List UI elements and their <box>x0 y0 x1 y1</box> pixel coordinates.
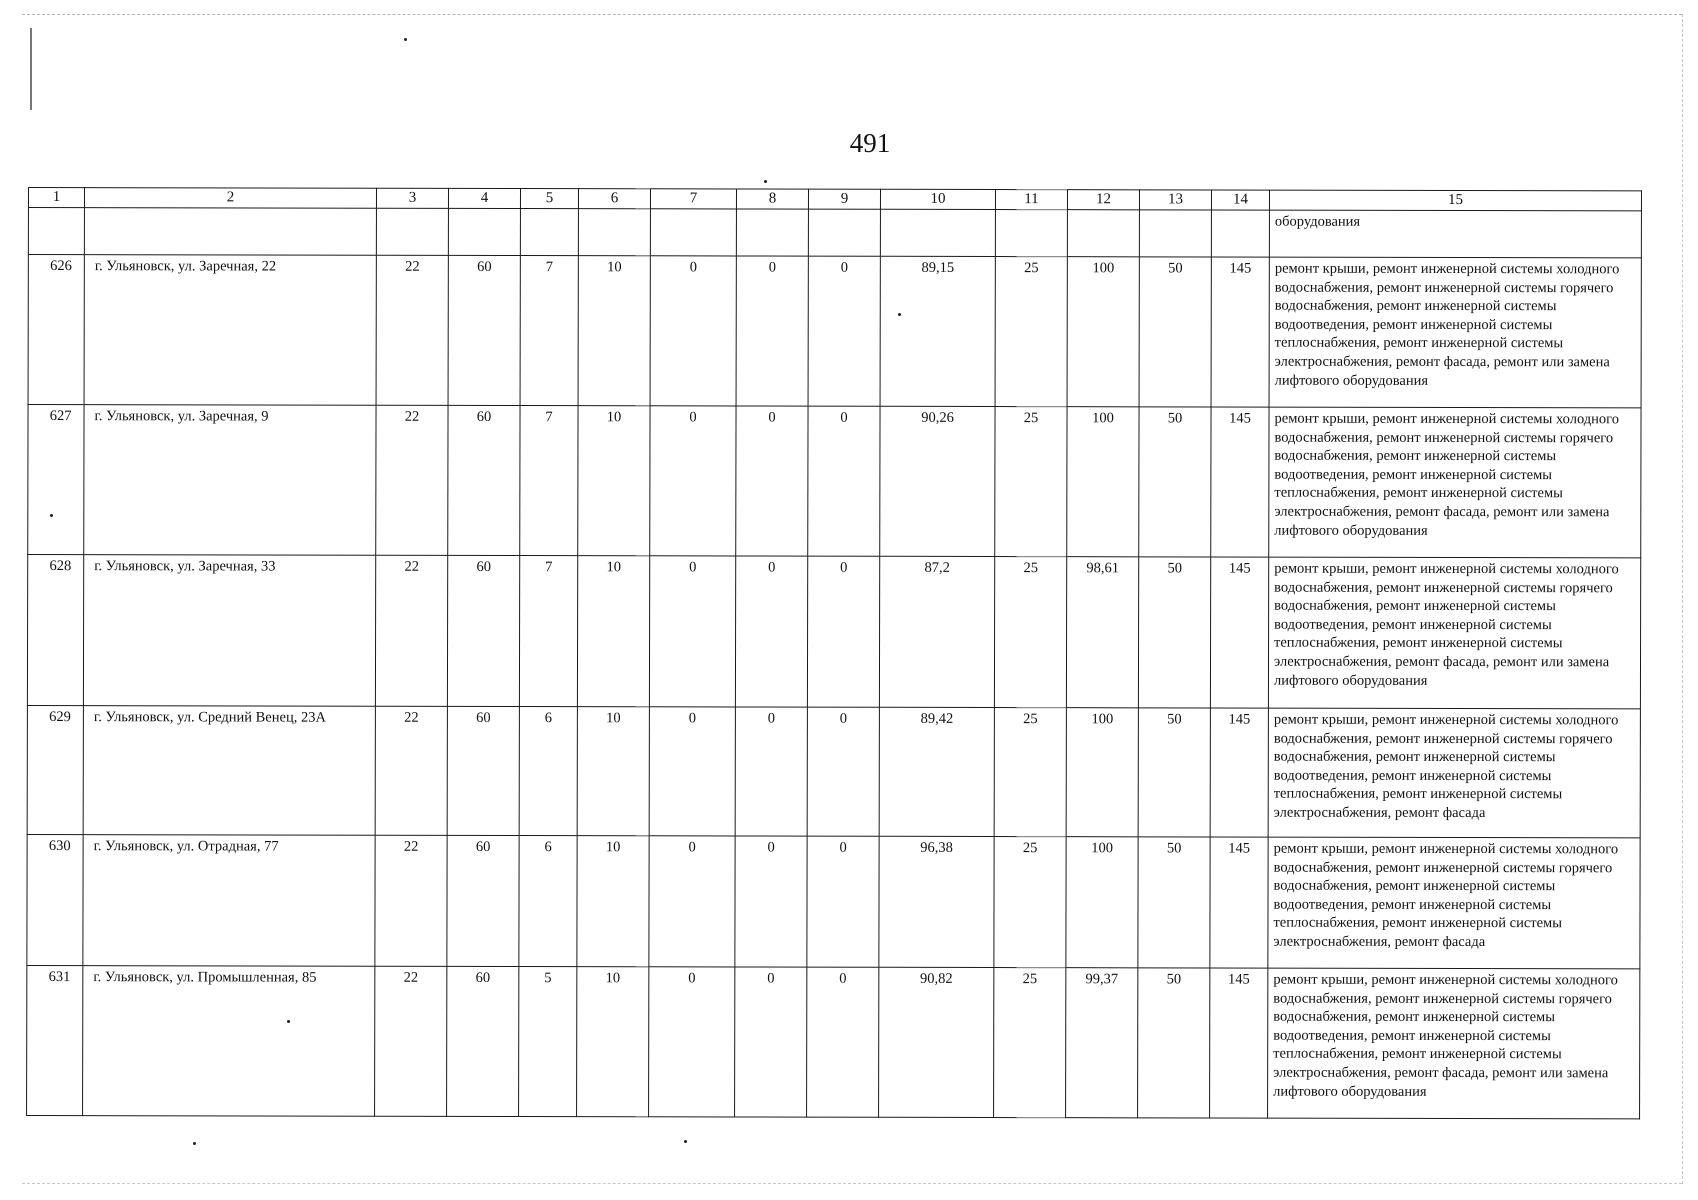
column-number: 9 <box>808 189 880 209</box>
col13-cell: 50 <box>1138 708 1210 837</box>
col11-cell: 25 <box>994 968 1066 1118</box>
works-cell: ремонт крыши, ремонт инженерной системы холодного водоснабжения, ремонт инженерной системы горячего водоснабжения, ремонт инженерной системы водоотведения, ремонт инженерной системы теплоснабжения, ремонт инженерной системы электроснабжения, ремонт фасада, ремонт или замена лифтового оборудования <box>1268 968 1640 1119</box>
col14-cell: 145 <box>1211 407 1269 557</box>
column-number: 3 <box>376 188 448 208</box>
col12-cell: 100 <box>1066 708 1138 837</box>
row-number-cell: 631 <box>27 965 83 1115</box>
col6-cell: 10 <box>577 967 649 1117</box>
row-number-cell: 629 <box>27 705 83 834</box>
scan-speck <box>404 38 407 41</box>
table-cell <box>1067 210 1139 257</box>
col10-cell: 96,38 <box>879 836 994 967</box>
col12-cell: 100 <box>1067 407 1139 557</box>
works-cell: ремонт крыши, ремонт инженерной системы холодного водоснабжения, ремонт инженерной системы горячего водоснабжения, ремонт инженерной системы водоотведения, ремонт инженерной системы теплоснабжения, ремонт инженерной системы электроснабжения, ремонт фасада, ремонт или замена лифтового оборудования <box>1268 557 1640 709</box>
col14-cell: 145 <box>1211 257 1269 407</box>
col5-cell: 6 <box>519 836 577 967</box>
col11-cell: 25 <box>995 257 1067 407</box>
table-row <box>27 965 1640 1118</box>
col5-cell: 5 <box>519 967 577 1117</box>
col6-cell: 10 <box>578 256 650 406</box>
col3-cell: 22 <box>375 835 447 966</box>
col3-cell: 22 <box>376 255 448 405</box>
col11-cell: 25 <box>994 837 1066 968</box>
table-cell <box>376 208 448 255</box>
col13-cell: 50 <box>1138 837 1210 968</box>
page-number: 491 <box>849 128 891 158</box>
works-cell: ремонт крыши, ремонт инженерной системы холодного водоснабжения, ремонт инженерной системы горячего водоснабжения, ремонт инженерной системы водоотведения, ремонт инженерной системы теплоснабжения, ремонт инженерной системы электроснабжения, ремонт фасада <box>1268 708 1640 838</box>
col12-cell: 100 <box>1067 257 1139 407</box>
col9-cell: 0 <box>807 967 879 1117</box>
col8-cell: 0 <box>736 406 808 556</box>
table-row <box>27 555 1640 709</box>
col7-cell: 0 <box>650 406 736 556</box>
col11-cell: 25 <box>995 407 1067 557</box>
col5-cell: 6 <box>519 707 577 836</box>
col7-cell: 0 <box>649 967 735 1117</box>
row-number-cell: 628 <box>27 555 83 706</box>
col7-cell: 0 <box>649 707 735 836</box>
works-cell: ремонт крыши, ремонт инженерной системы холодного водоснабжения, ремонт инженерной системы горячего водоснабжения, ремонт инженерной системы водоотведения, ремонт инженерной системы теплоснабжения, ремонт инженерной системы электроснабжения, ремонт фасада, ремонт или замена лифтового оборудования <box>1269 257 1641 408</box>
col7-cell: 0 <box>650 256 736 406</box>
col9-cell: 0 <box>807 707 879 836</box>
col13-cell: 50 <box>1138 557 1210 708</box>
scan-edge-left <box>30 28 32 110</box>
table-cell <box>448 208 520 255</box>
col12-cell: 99,37 <box>1066 968 1138 1118</box>
works-cell: ремонт крыши, ремонт инженерной системы холодного водоснабжения, ремонт инженерной системы горячего водоснабжения, ремонт инженерной системы водоотведения, ремонт инженерной системы теплоснабжения, ремонт инженерной системы электроснабжения, ремонт фасада, ремонт или замена лифтового оборудования <box>1269 407 1641 558</box>
table-cell <box>578 209 650 256</box>
col8-cell: 0 <box>736 256 808 406</box>
col12-cell: 100 <box>1066 837 1138 968</box>
col6-cell: 10 <box>577 556 649 707</box>
column-number: 4 <box>448 188 520 208</box>
row-number-cell: 627 <box>28 405 84 555</box>
col4-cell: 60 <box>447 706 519 835</box>
scan-speck <box>684 1140 687 1143</box>
col3-cell: 22 <box>375 966 447 1116</box>
column-number: 13 <box>1139 190 1211 210</box>
column-number: 2 <box>84 188 376 209</box>
col8-cell: 0 <box>735 836 807 967</box>
col6-cell: 10 <box>578 406 650 556</box>
col13-cell: 50 <box>1138 968 1210 1118</box>
table-cell <box>84 208 376 256</box>
col8-cell: 0 <box>735 556 807 707</box>
table-row <box>27 705 1640 837</box>
col7-cell: 0 <box>649 836 735 967</box>
table-cell <box>520 209 578 256</box>
col10-cell: 89,42 <box>879 707 994 836</box>
col4-cell: 60 <box>448 255 520 405</box>
col13-cell: 50 <box>1139 257 1211 407</box>
works-cell: ремонт крыши, ремонт инженерной системы холодного водоснабжения, ремонт инженерной системы горячего водоснабжения, ремонт инженерной системы водоотведения, ремонт инженерной системы теплоснабжения, ремонт инженерной системы электроснабжения, ремонт фасада <box>1268 837 1640 969</box>
col14-cell: 145 <box>1210 557 1268 708</box>
table-cell <box>1139 210 1211 257</box>
column-number: 6 <box>578 189 650 209</box>
table-cell <box>995 210 1067 257</box>
column-number: 11 <box>995 190 1067 210</box>
col3-cell: 22 <box>376 405 448 555</box>
col9-cell: 0 <box>808 256 880 406</box>
scan-edge-right <box>1682 14 1683 1184</box>
col5-cell: 7 <box>519 556 577 707</box>
column-number: 5 <box>520 189 578 209</box>
col7-cell: 0 <box>649 556 735 707</box>
works-cell: оборудования <box>1269 210 1641 258</box>
col12-cell: 98,61 <box>1066 557 1138 708</box>
address-cell: г. Ульяновск, ул. Средний Венец, 23А <box>83 706 375 836</box>
column-number: 12 <box>1067 190 1139 210</box>
address-cell: г. Ульяновск, ул. Заречная, 22 <box>84 255 376 406</box>
col10-cell: 90,82 <box>879 967 994 1117</box>
table-cell <box>1211 210 1269 257</box>
column-number: 14 <box>1211 190 1269 210</box>
continuation-row <box>28 208 1641 258</box>
column-number: 7 <box>650 189 736 209</box>
col6-cell: 10 <box>577 836 649 967</box>
table-row <box>27 834 1640 968</box>
scan-edge-bottom <box>22 1183 1682 1184</box>
col5-cell: 7 <box>520 406 578 556</box>
table-cell <box>28 208 84 255</box>
address-cell: г. Ульяновск, ул. Заречная, 9 <box>84 405 376 556</box>
col9-cell: 0 <box>807 836 879 967</box>
column-number: 8 <box>736 189 808 209</box>
table-cell <box>650 209 736 256</box>
scan-edge-top <box>22 14 1682 15</box>
col11-cell: 25 <box>994 557 1066 708</box>
col3-cell: 22 <box>375 706 447 835</box>
col14-cell: 145 <box>1210 708 1268 837</box>
row-number-cell: 626 <box>28 255 84 405</box>
column-number: 15 <box>1269 190 1641 211</box>
table-cell <box>808 209 880 256</box>
table-row <box>28 405 1641 558</box>
scan-speck <box>193 1142 196 1145</box>
column-number: 10 <box>880 189 995 209</box>
data-table <box>26 187 1642 1119</box>
col10-cell: 90,26 <box>880 406 995 556</box>
col11-cell: 25 <box>994 708 1066 837</box>
col4-cell: 60 <box>447 555 519 706</box>
row-number-cell: 630 <box>27 834 83 965</box>
table-cell <box>736 209 808 256</box>
col14-cell: 145 <box>1210 837 1268 968</box>
col10-cell: 89,15 <box>880 256 995 406</box>
col13-cell: 50 <box>1139 407 1211 557</box>
col5-cell: 7 <box>520 256 578 406</box>
col4-cell: 60 <box>448 405 520 555</box>
scan-speck <box>764 180 767 183</box>
col4-cell: 60 <box>447 966 519 1116</box>
col4-cell: 60 <box>447 835 519 966</box>
address-cell: г. Ульяновск, ул. Промышленная, 85 <box>83 966 375 1117</box>
col6-cell: 10 <box>577 707 649 836</box>
col8-cell: 0 <box>735 967 807 1117</box>
column-number: 1 <box>28 188 84 208</box>
col8-cell: 0 <box>735 707 807 836</box>
col9-cell: 0 <box>808 406 880 556</box>
address-cell: г. Ульяновск, ул. Отрадная, 77 <box>83 835 375 967</box>
col3-cell: 22 <box>375 555 447 706</box>
address-cell: г. Ульяновск, ул. Заречная, 33 <box>83 555 375 707</box>
col9-cell: 0 <box>807 556 879 707</box>
table-row <box>28 255 1641 408</box>
col14-cell: 145 <box>1210 968 1268 1118</box>
col10-cell: 87,2 <box>879 556 994 707</box>
table-cell <box>880 209 995 256</box>
